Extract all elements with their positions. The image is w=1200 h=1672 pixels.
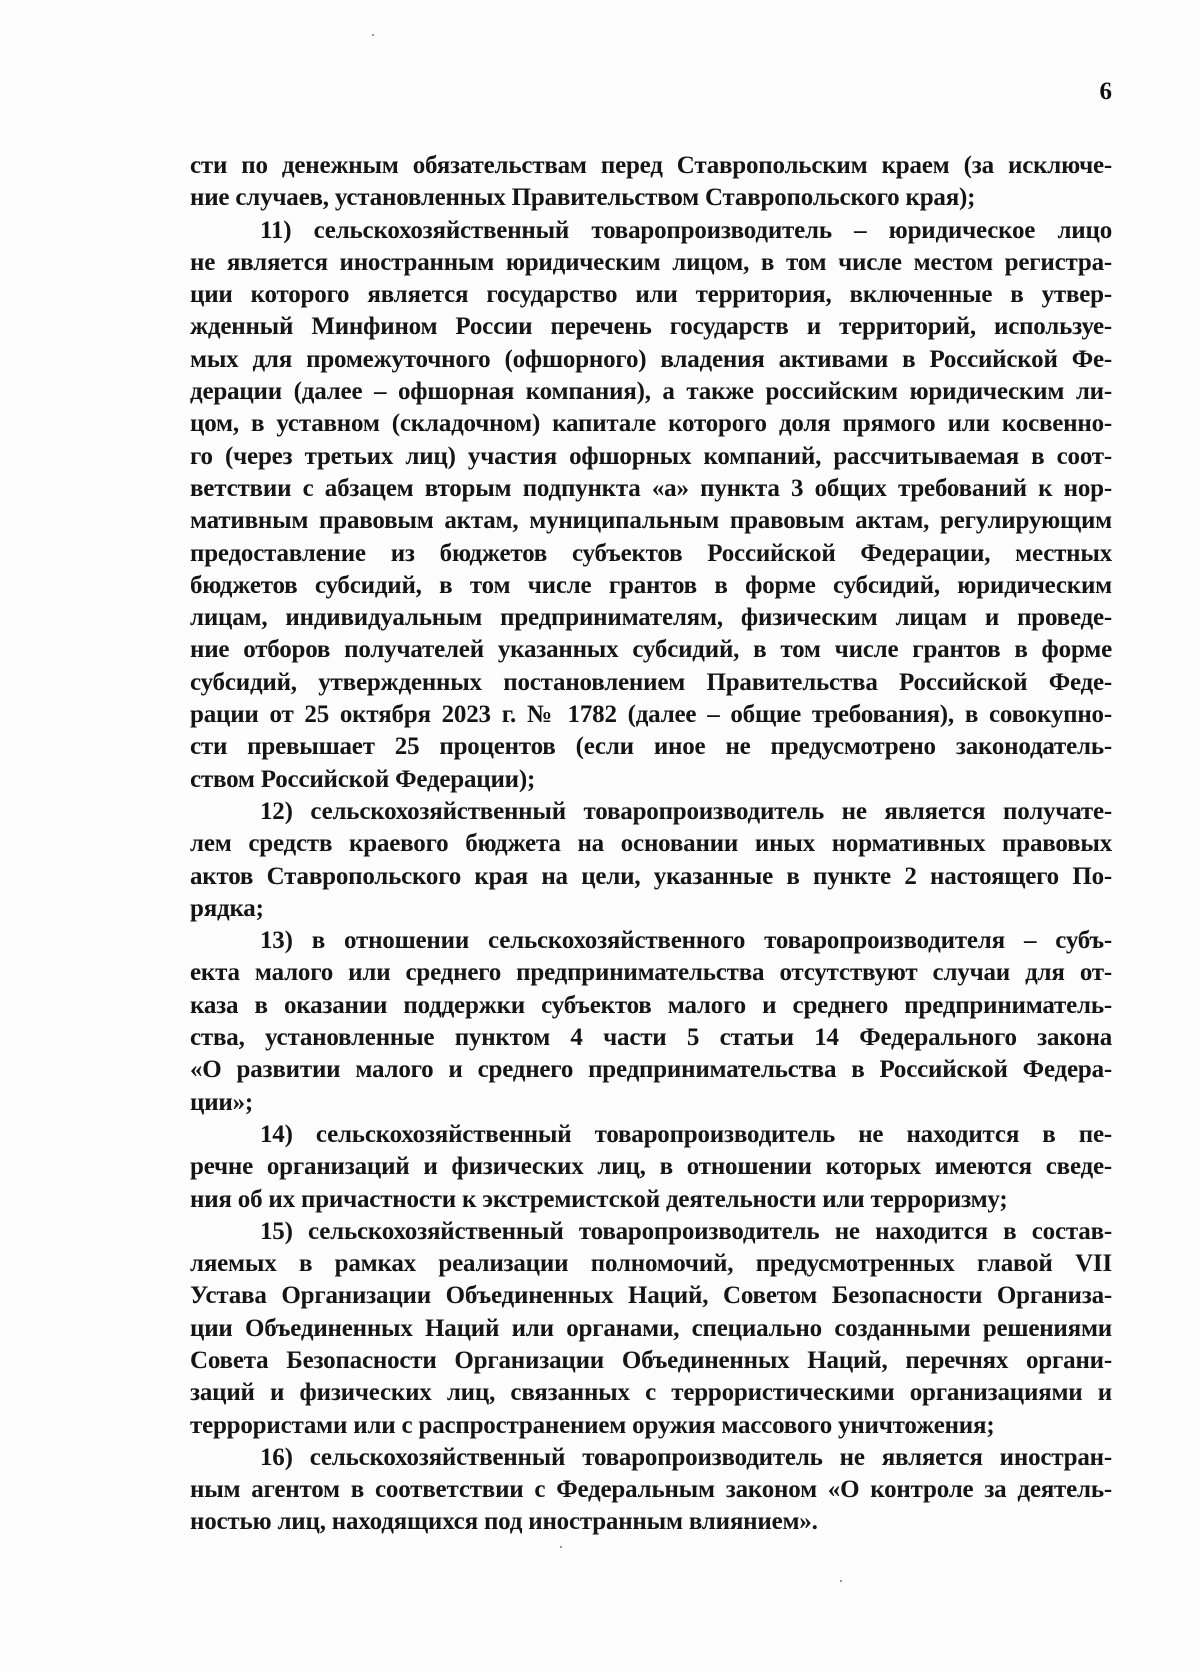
text-line: «О развитии малого и среднего предпринимательства в Российской Федера-	[190, 1056, 1112, 1084]
text-line: екта малого или среднего предпринимательства отсутствуют случаи для от-	[190, 959, 1112, 987]
text-line: субсидий, утвержденных постановлением Правительства Российской Феде-	[190, 668, 1112, 696]
text-line: 11) сельскохозяйственный товаропроизводитель – юридическое лицо	[260, 216, 1112, 244]
paragraph-item-11	[190, 215, 1112, 796]
text-line: Устава Организации Объединенных Наций, Советом Безопасности Организа-	[190, 1282, 1112, 1310]
text-line: актов Ставропольского края на цели, указанные в пункте 2 настоящего По-	[190, 862, 1112, 890]
text-line: 12) сельскохозяйственный товаропроизводитель не является получате-	[260, 797, 1112, 825]
text-line: ние отборов получателей указанных субсидий, в том числе грантов в форме	[190, 636, 1112, 664]
document-body	[190, 150, 1112, 1539]
text-line: сти превышает 25 процентов (если иное не предусмотрено законодатель-	[190, 733, 1112, 761]
text-line: 16) сельскохозяйственный товаропроизводитель не является иностран-	[260, 1443, 1112, 1471]
text-line: речне организаций и физических лиц, в отношении которых имеются сведе-	[190, 1153, 1112, 1181]
text-line: ным агентом в соответствии с Федеральным законом «О контроле за деятель-	[190, 1476, 1112, 1504]
text-line: лем средств краевого бюджета на основании иных нормативных правовых	[190, 830, 1112, 858]
page-number: 6	[1099, 78, 1112, 105]
paragraph-continued	[190, 150, 1112, 215]
text-line: ляемых в рамках реализации полномочий, предусмотренных главой VII	[190, 1250, 1112, 1278]
paragraph-item-14	[190, 1119, 1112, 1216]
text-line: лицам, индивидуальным предпринимателям, физическим лицам и проведе-	[190, 604, 1112, 632]
scan-speck	[840, 1580, 842, 1582]
text-line: ностью лиц, находящихся под иностранным влиянием».	[190, 1508, 818, 1536]
paragraph-item-12	[190, 796, 1112, 925]
text-line: рядка;	[190, 894, 264, 922]
paragraph-item-13	[190, 925, 1112, 1119]
text-line: ции Объединенных Наций или органами, специально созданными решениями	[190, 1314, 1112, 1342]
paragraph-item-15	[190, 1216, 1112, 1442]
scan-speck	[372, 34, 374, 36]
text-line: ства, установленные пунктом 4 части 5 статьи 14 Федерального закона	[190, 1024, 1112, 1052]
text-line: 13) в отношении сельскохозяйственного товаропроизводителя – субъ-	[260, 927, 1112, 955]
text-line: ции которого является государство или территория, включенные в утвер-	[190, 281, 1112, 309]
text-line: Совета Безопасности Организации Объединенных Наций, перечнях органи-	[190, 1346, 1112, 1374]
text-line: 14) сельскохозяйственный товаропроизводитель не находится в пе-	[260, 1120, 1112, 1148]
text-line: рации от 25 октября 2023 г. № 1782 (далее – общие требования), в совокупно-	[190, 701, 1112, 729]
text-line: сти по денежным обязательствам перед Ставропольским краем (за исключе-	[190, 152, 1112, 179]
text-line: террористами или с распространением оружия массового уничтожения;	[190, 1411, 995, 1439]
text-line: заций и физических лиц, связанных с террористическими организациями и	[190, 1379, 1112, 1407]
text-line: 15) сельскохозяйственный товаропроизводитель не находится в состав-	[260, 1217, 1112, 1245]
text-line: мых для промежуточного (офшорного) владения активами в Российской Фе-	[190, 345, 1112, 373]
text-line: цом, в уставном (складочном) капитале которого доля прямого или косвенно-	[190, 410, 1112, 438]
text-line: ние случаев, установленных Правительством Ставропольского края);	[190, 184, 976, 212]
scan-speck	[560, 1546, 562, 1548]
text-line: предоставление из бюджетов субъектов Российской Федерации, местных	[190, 539, 1112, 567]
text-line: каза в оказании поддержки субъектов малого и среднего предприниматель-	[190, 991, 1112, 1019]
text-line: не является иностранным юридическим лицом, в том числе местом регистра-	[190, 248, 1112, 276]
text-line: мативным правовым актам, муниципальным правовым актам, регулирующим	[190, 507, 1112, 535]
text-line: ции»;	[190, 1088, 254, 1116]
text-line: дерации (далее – офшорная компания), а также российским юридическим ли-	[190, 378, 1112, 406]
text-line: ветствии с абзацем вторым подпункта «а» пункта 3 общих требований к нор-	[190, 474, 1112, 502]
text-line: бюджетов субсидий, в том числе грантов в форме субсидий, юридическим	[190, 571, 1112, 599]
text-line: ния об их причастности к экстремистской деятельности или терроризму;	[190, 1185, 1008, 1213]
text-line: жденный Минфином России перечень государств и территорий, используе-	[190, 313, 1112, 341]
paragraph-item-16	[190, 1442, 1112, 1539]
text-line: го (через третьих лиц) участия офшорных компаний, рассчитываемая в соот-	[190, 442, 1112, 470]
text-line: ством Российской Федерации);	[190, 765, 536, 793]
